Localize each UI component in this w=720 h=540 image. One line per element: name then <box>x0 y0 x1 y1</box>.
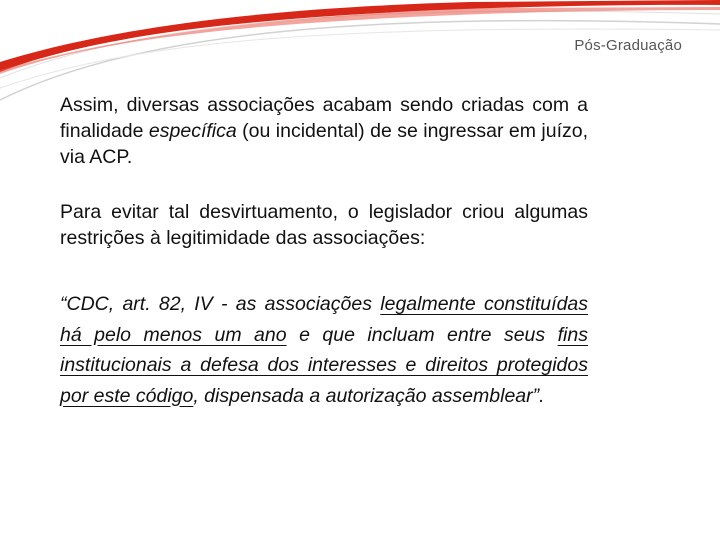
paragraph-text: Assim, diversas associações acabam sendo criadas com a finalidade <box>60 94 588 142</box>
underlined-text: fins institucionais a defesa dos interesses e direitos protegidos por este código <box>60 323 588 407</box>
paragraph-text: (ou incidental) de se ingressar em juízo, via ACP. <box>60 120 589 168</box>
header-label: Pós-Graduação <box>574 37 682 54</box>
quote-text: “CDC, art. 82, IV - as associações <box>60 293 381 315</box>
paragraph-restrictions: Para evitar tal desvirtuamento, o legislador criou algumas restrições à legitimidade das associações: <box>60 201 588 249</box>
cdc-quote <box>60 289 588 411</box>
underlined-text: legalmente constituídas há pelo menos um ano <box>60 293 589 346</box>
slide-content <box>60 92 588 411</box>
gray-curve <box>0 21 720 100</box>
quote-text: , dispensada a autorização assemblear”. <box>193 384 545 407</box>
paragraph-associations <box>60 92 588 170</box>
quote-text: e que incluam entre seus <box>286 323 558 346</box>
emphasis-text: específica <box>148 120 237 142</box>
